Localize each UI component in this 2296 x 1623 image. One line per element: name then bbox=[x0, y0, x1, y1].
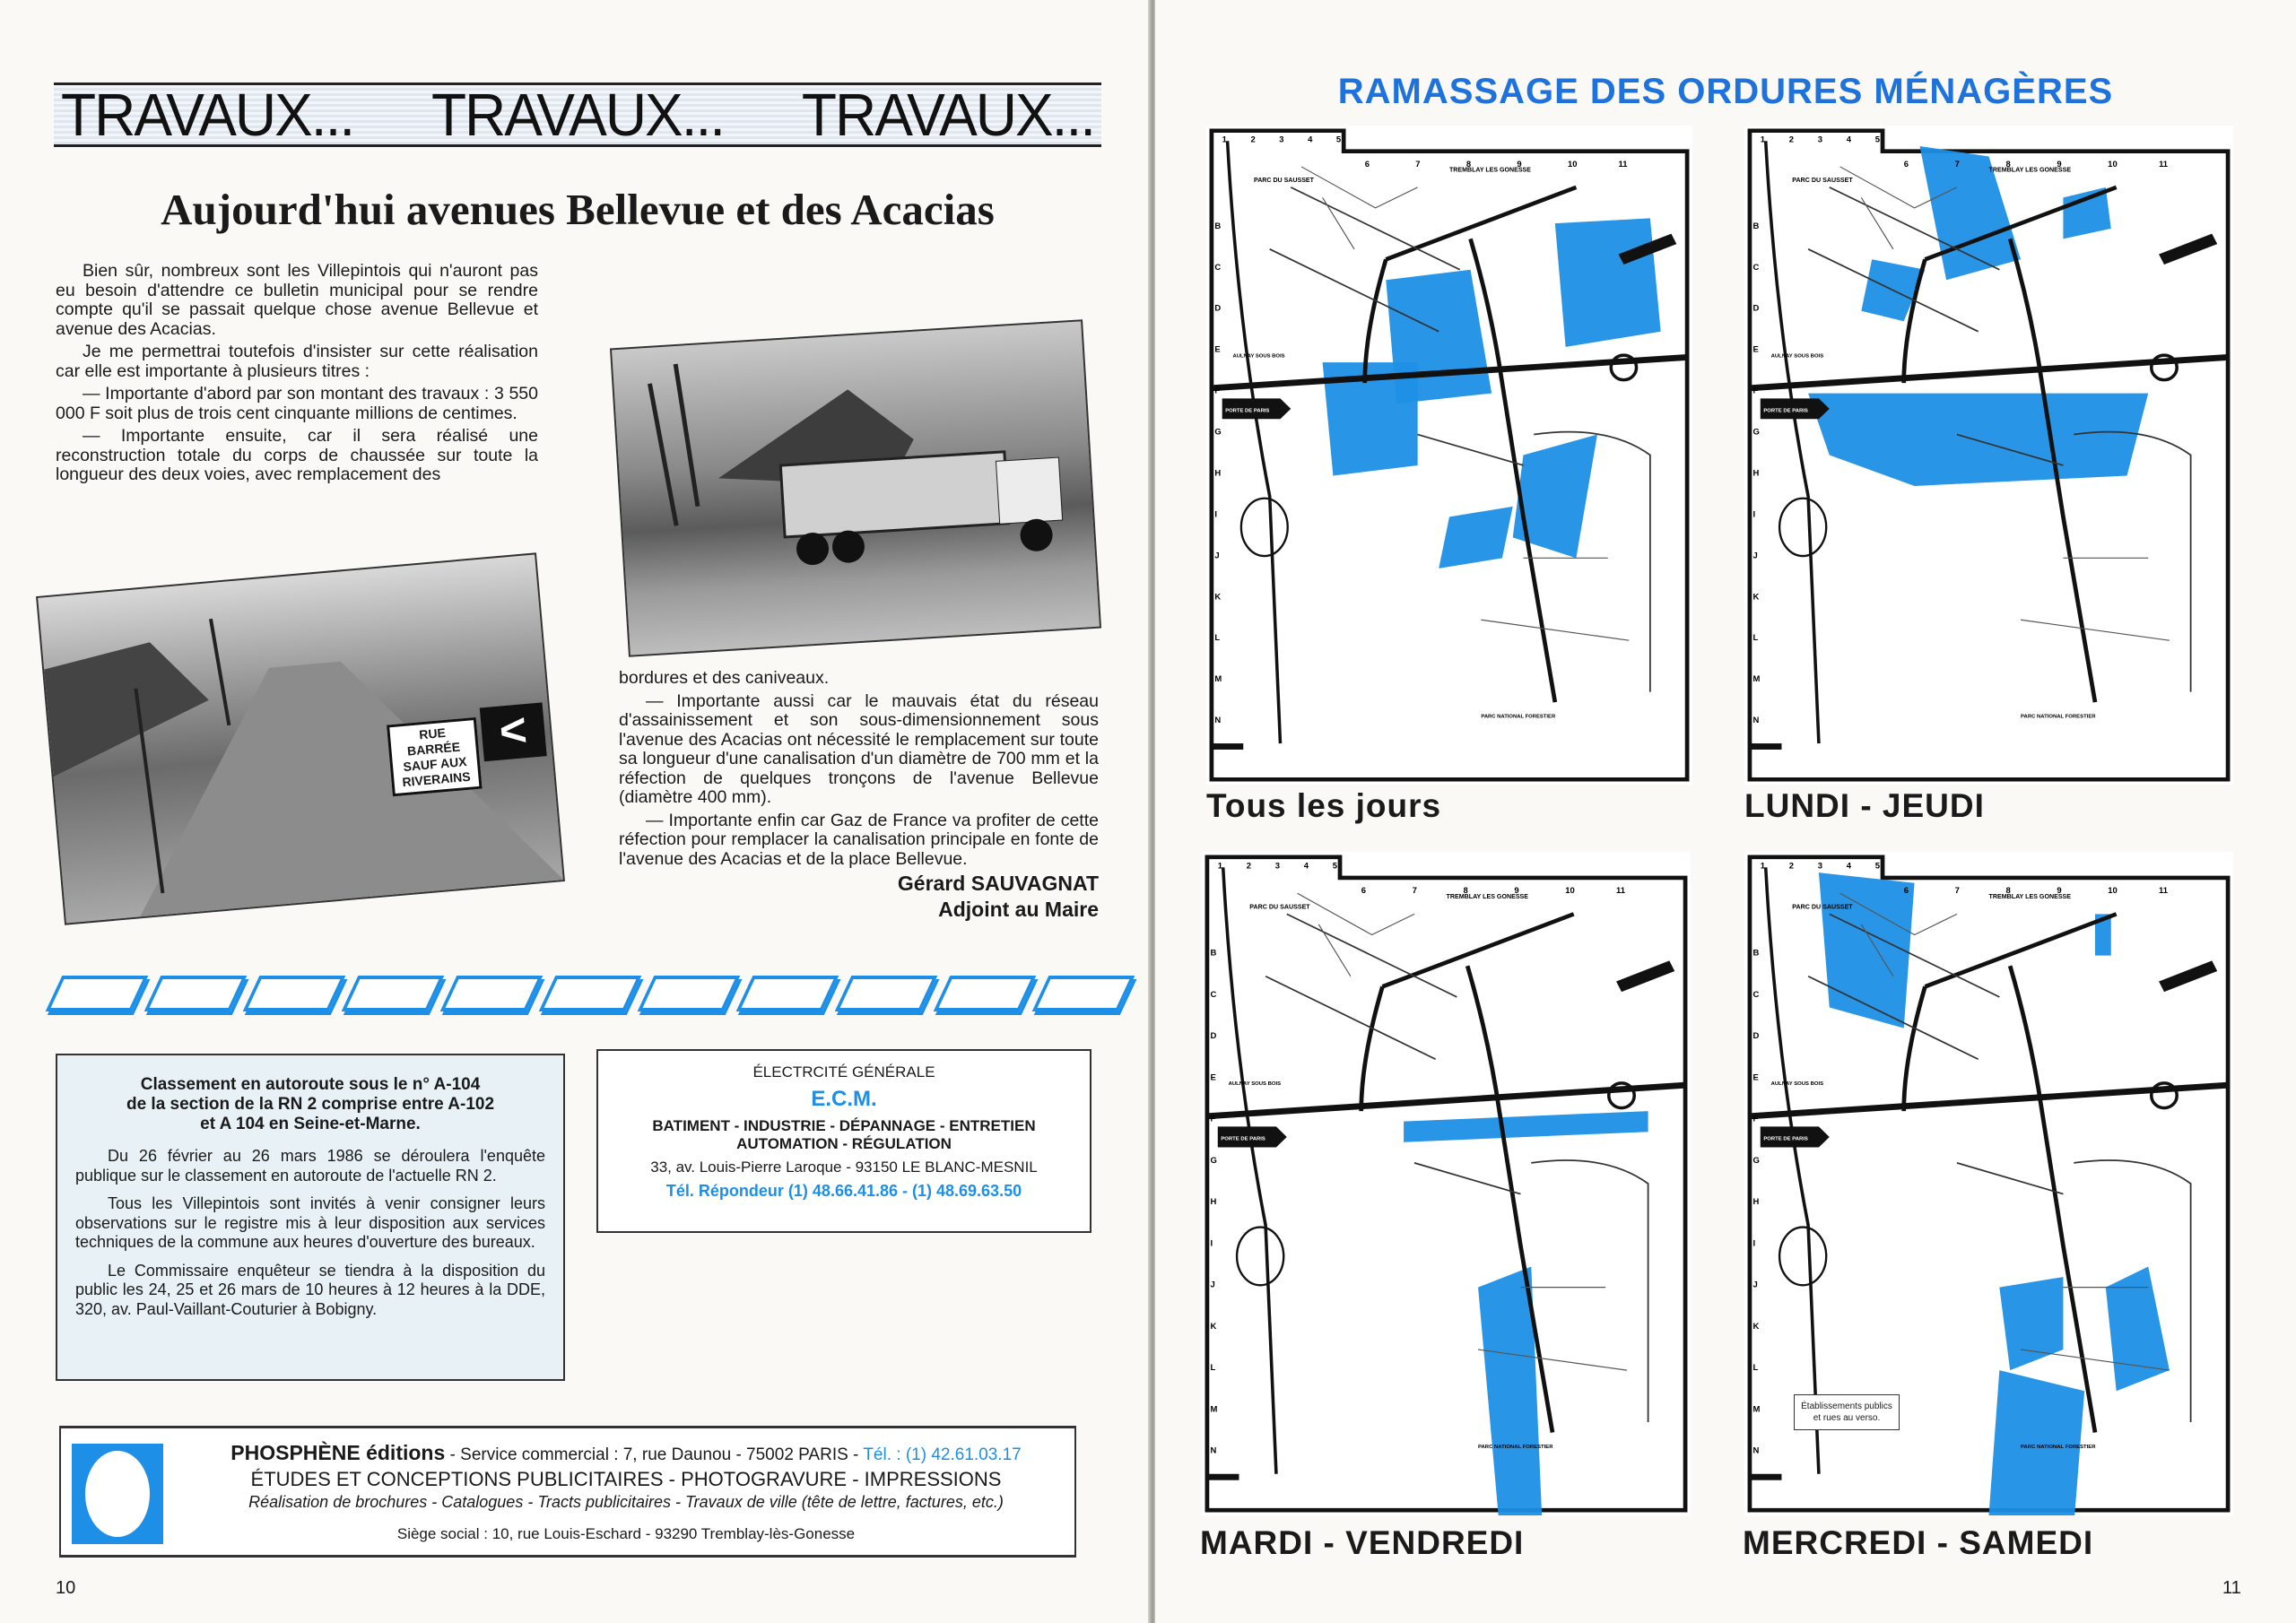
grid-row-label: D bbox=[1210, 1031, 1217, 1041]
grid-row-label: F bbox=[1752, 1114, 1759, 1124]
grid-row-label: H bbox=[1752, 1197, 1760, 1207]
grid-col-label: 11 bbox=[2159, 886, 2169, 896]
grid-row-label: E bbox=[1752, 344, 1759, 354]
caption-daily: Tous les jours bbox=[1206, 787, 1442, 824]
grid-row-label: G bbox=[1752, 427, 1760, 437]
phosphene-services: ÉTUDES ET CONCEPTIONS PUBLICITAIRES - PHOTOGRAVURE - IMPRESSIONS bbox=[250, 1468, 1002, 1490]
map-label-tremblay: TREMBLAY LES GONESSE bbox=[1449, 167, 1531, 174]
map-label-paris: PORTE DE PARIS bbox=[1763, 1136, 1808, 1142]
sign-line: RIVERAINS bbox=[401, 768, 472, 790]
grid-row-label: K bbox=[1752, 592, 1760, 602]
grid-col-label: 4 bbox=[1303, 861, 1309, 871]
article-headline: Aujourd'hui avenues Bellevue et des Acacias bbox=[161, 185, 995, 234]
grid-row-label: E bbox=[1752, 1072, 1759, 1082]
grid-col-label: 9 bbox=[2057, 886, 2062, 896]
collection-zone bbox=[1555, 218, 1661, 347]
paragraph: Tous les Villepintois sont invités à venir consigner leurs observations sur le registre mis à leur disposition aux services techniques de la commune aux heures d'ouverture des bureaux. bbox=[75, 1194, 545, 1251]
grid-row-label: K bbox=[1752, 1321, 1760, 1331]
sign-line: RUE BARRÉE bbox=[406, 725, 461, 759]
paragraph: Le Commissaire enquêteur se tiendra à la disposition du public les 24, 25 et 26 mars de 10 heures à 12 heures à la DDE, 320, av. Paul-Vaillant-Couturier à Bobigny. bbox=[75, 1261, 545, 1318]
decorative-divider bbox=[54, 976, 1139, 1011]
grid-col-label: 7 bbox=[1954, 886, 1960, 896]
grid-col-label: 2 bbox=[1788, 861, 1795, 871]
grid-col-label: 4 bbox=[1846, 861, 1852, 871]
grid-col-label: 4 bbox=[1846, 135, 1852, 144]
grid-row-label: I bbox=[1752, 509, 1756, 519]
ecm-advert bbox=[596, 1049, 1091, 1233]
phosphene-brand: PHOSPHÈNE éditions bbox=[230, 1441, 446, 1464]
grid-row-label: B bbox=[1214, 221, 1222, 230]
map-label-paris: PORTE DE PARIS bbox=[1221, 1136, 1265, 1142]
grid-col-label: 4 bbox=[1308, 135, 1313, 144]
ecm-tagline: ÉLECTRCITÉ GÉNÉRALE bbox=[752, 1063, 935, 1081]
grid-row-label: L bbox=[1752, 633, 1759, 643]
grid-row-label: K bbox=[1210, 1321, 1217, 1331]
grid-row-label: N bbox=[1210, 1445, 1217, 1455]
grid-row-label: H bbox=[1210, 1197, 1217, 1207]
grid-row-label: J bbox=[1210, 1280, 1215, 1289]
map-label-parc: PARC DU SAUSSET bbox=[1792, 904, 1853, 911]
caption-wednesday-saturday: MERCREDI - SAMEDI bbox=[1743, 1524, 2094, 1561]
paragraph: — Importante aussi car le mauvais état du réseau d'assainissement et son sous-dimensionnement sous l'avenue des Acacias ont nécessité le remplacement sur toute sa longueur d'une canalisation d'un diamètre de 700 mm et la réfection de quelques tronçons de l'avenue Bellevue (diamètre 400 mm). bbox=[619, 690, 1099, 807]
banner-word: TRAVAUX... bbox=[61, 81, 354, 149]
grid-row-label: G bbox=[1214, 427, 1222, 437]
travaux-banner bbox=[54, 82, 1101, 147]
grid-col-label: 5 bbox=[1335, 135, 1342, 144]
grid-col-label: 8 bbox=[1465, 160, 1472, 169]
grid-row-label: L bbox=[1752, 1363, 1759, 1373]
map-label-aulnay: AULNAY SOUS BOIS bbox=[1232, 353, 1285, 360]
grid-col-label: 5 bbox=[1332, 861, 1338, 871]
grid-col-label: 11 bbox=[1616, 886, 1626, 896]
grid-row-label: E bbox=[1210, 1072, 1216, 1082]
phosphene-phone: Tél. : (1) 42.61.03.17 bbox=[863, 1445, 1022, 1464]
grid-row-label: D bbox=[1752, 303, 1760, 313]
note-line: Établissements publics bbox=[1801, 1402, 1892, 1411]
note-line: et rues au verso. bbox=[1813, 1413, 1881, 1423]
collection-zone bbox=[1989, 1370, 2085, 1515]
grid-col-label: 11 bbox=[1618, 160, 1628, 169]
road-closed-sign bbox=[387, 717, 483, 796]
chevron-sign: < bbox=[480, 702, 547, 761]
grid-row-label: J bbox=[1752, 551, 1758, 560]
grid-row-label: J bbox=[1214, 551, 1220, 560]
map-daily bbox=[1206, 126, 1692, 785]
map-label-parc: PARC DU SAUSSET bbox=[1249, 904, 1310, 911]
ecm-name: E.C.M. bbox=[811, 1087, 877, 1111]
ecm-phone: Tél. Répondeur (1) 48.66.41.86 - (1) 48.69.63.50 bbox=[665, 1182, 1022, 1200]
grid-row-label: L bbox=[1214, 633, 1221, 643]
grid-col-label: 3 bbox=[1274, 861, 1281, 871]
paragraph: Je me permettrai toutefois d'insister sur cette réalisation car elle est importante à plusieurs titres : bbox=[56, 342, 538, 381]
map-label-tremblay: TREMBLAY LES GONESSE bbox=[1988, 167, 2072, 174]
grid-col-label: 6 bbox=[1903, 160, 1909, 169]
grid-col-label: 7 bbox=[1412, 886, 1417, 896]
grid-col-label: 3 bbox=[1817, 135, 1823, 144]
phosphene-service: - Service commercial : 7, rue Daunou - 75002 PARIS - bbox=[445, 1445, 864, 1464]
grid-row-label: F bbox=[1210, 1114, 1216, 1124]
grid-col-label: 5 bbox=[1874, 135, 1881, 144]
grid-col-label: 7 bbox=[1415, 160, 1421, 169]
paragraph: — Importante enfin car Gaz de France va profiter de cette réfection pour remplacer la canalisation principale en fonte de l'avenue des Acacias et de la place Bellevue. bbox=[619, 810, 1099, 869]
grid-col-label: 8 bbox=[1463, 886, 1468, 896]
grid-col-label: 2 bbox=[1788, 135, 1795, 144]
grid-row-label: L bbox=[1210, 1363, 1216, 1373]
ecm-address: 33, av. Louis-Pierre Laroque - 93150 LE BLANC-MESNIL bbox=[650, 1159, 1038, 1176]
grid-row-label: N bbox=[1752, 1445, 1760, 1455]
map-label-forest: PARC NATIONAL FORESTIER bbox=[2021, 1444, 2096, 1450]
banner-word: TRAVAUX... bbox=[801, 81, 1094, 149]
map-label-tremblay: TREMBLAY LES GONESSE bbox=[1446, 894, 1529, 901]
grid-row-label: C bbox=[1214, 262, 1222, 272]
photo-street bbox=[36, 552, 565, 924]
grid-row-label: M bbox=[1752, 1404, 1761, 1414]
article-column-2 bbox=[619, 669, 1099, 924]
grid-col-label: 7 bbox=[1954, 160, 1960, 169]
grid-col-label: 10 bbox=[2108, 160, 2118, 169]
grid-col-label: 6 bbox=[1361, 886, 1366, 896]
grid-col-label: 9 bbox=[1517, 160, 1522, 169]
map-label-paris: PORTE DE PARIS bbox=[1763, 408, 1808, 414]
title-line: Classement en autoroute sous le n° A-104 bbox=[140, 1075, 481, 1094]
grid-col-label: 2 bbox=[1250, 135, 1256, 144]
page-number: 10 bbox=[56, 1578, 76, 1598]
photo-truck bbox=[610, 319, 1101, 657]
grid-col-label: 9 bbox=[2057, 160, 2062, 169]
grid-row-label: G bbox=[1752, 1155, 1760, 1165]
grid-col-label: 3 bbox=[1817, 861, 1823, 871]
grid-col-label: 3 bbox=[1279, 135, 1284, 144]
map-label-parc: PARC DU SAUSSET bbox=[1792, 178, 1853, 185]
grid-col-label: 2 bbox=[1246, 861, 1252, 871]
grid-col-label: 10 bbox=[1567, 160, 1578, 169]
grid-row-label: B bbox=[1210, 948, 1217, 958]
author-name: Gérard SAUVAGNAT bbox=[897, 872, 1099, 895]
grid-row-label: K bbox=[1214, 592, 1222, 602]
grid-row-label: C bbox=[1752, 262, 1760, 272]
grid-row-label: D bbox=[1214, 303, 1222, 313]
grid-col-label: 1 bbox=[1760, 861, 1766, 871]
map-label-forest: PARC NATIONAL FORESTIER bbox=[1481, 714, 1556, 720]
grid-row-label: G bbox=[1210, 1155, 1217, 1165]
map-label-forest: PARC NATIONAL FORESTIER bbox=[1478, 1444, 1553, 1450]
map-tuesday-friday bbox=[1202, 852, 1691, 1515]
grid-row-label: F bbox=[1752, 386, 1759, 395]
title-line: de la section de la RN 2 comprise entre A-102 bbox=[126, 1095, 495, 1114]
notice-title bbox=[75, 1075, 545, 1134]
paragraph: — Importante ensuite, car il sera réalisé une reconstruction totale du corps de chaussée sur toute la longueur des deux voies, avec remplacement des bbox=[56, 426, 538, 484]
map-label-aulnay: AULNAY SOUS BOIS bbox=[1770, 1081, 1824, 1088]
grid-col-label: 9 bbox=[1514, 886, 1519, 896]
grid-row-label: J bbox=[1752, 1280, 1758, 1289]
grid-col-label: 1 bbox=[1760, 135, 1766, 144]
author-role: Adjoint au Maire bbox=[938, 898, 1099, 921]
grid-row-label: B bbox=[1752, 948, 1760, 958]
grid-col-label: 5 bbox=[1874, 861, 1881, 871]
grid-row-label: M bbox=[1210, 1404, 1218, 1414]
page-number: 11 bbox=[2222, 1578, 2241, 1598]
grid-col-label: 6 bbox=[1903, 886, 1909, 896]
grid-row-label: N bbox=[1214, 716, 1222, 725]
caption-monday-thursday: LUNDI - JEUDI bbox=[1744, 787, 1985, 824]
map-label-aulnay: AULNAY SOUS BOIS bbox=[1770, 353, 1824, 360]
map-label-forest: PARC NATIONAL FORESTIER bbox=[2021, 714, 2096, 720]
grid-row-label: N bbox=[1752, 716, 1760, 725]
phosphene-advert bbox=[59, 1426, 1076, 1558]
grid-row-label: E bbox=[1214, 344, 1221, 354]
right-page bbox=[1155, 0, 2296, 1623]
grid-row-label: D bbox=[1752, 1031, 1760, 1041]
grid-col-label: 1 bbox=[1217, 861, 1223, 871]
grid-col-label: 8 bbox=[2005, 886, 2011, 896]
map-label-parc: PARC DU SAUSSET bbox=[1254, 178, 1314, 185]
grid-row-label: I bbox=[1210, 1238, 1213, 1248]
ecm-services: AUTOMATION - RÉGULATION bbox=[736, 1135, 952, 1152]
caption-tuesday-friday: MARDI - VENDREDI bbox=[1200, 1524, 1525, 1561]
phosphene-products: Réalisation de brochures - Catalogues - Tracts publicitaires - Travaux de ville (tête de lettre, factures, etc.) bbox=[248, 1493, 1004, 1511]
grid-row-label: B bbox=[1752, 221, 1760, 230]
page-title: RAMASSAGE DES ORDURES MÉNAGÈRES bbox=[1337, 72, 2114, 111]
grid-col-label: 11 bbox=[2159, 160, 2169, 169]
grid-col-label: 8 bbox=[2005, 160, 2011, 169]
grid-col-label: 1 bbox=[1222, 135, 1227, 144]
paragraph: — Importante d'abord par son montant des travaux : 3 550 000 F soit plus de trois cent cinquante millions de centimes. bbox=[56, 384, 538, 423]
grid-row-label: M bbox=[1752, 674, 1761, 684]
phosphene-logo bbox=[72, 1444, 163, 1544]
map-monday-thursday bbox=[1744, 126, 2233, 785]
grid-row-label: M bbox=[1214, 674, 1222, 684]
paragraph: bordures et des caniveaux. bbox=[619, 668, 830, 688]
grid-col-label: 6 bbox=[1364, 160, 1370, 169]
map-label-aulnay: AULNAY SOUS BOIS bbox=[1228, 1081, 1282, 1088]
grid-col-label: 10 bbox=[2108, 886, 2118, 896]
ecm-services: BATIMENT - INDUSTRIE - DÉPANNAGE - ENTRETIEN bbox=[652, 1117, 1036, 1134]
map-label-paris: PORTE DE PARIS bbox=[1225, 408, 1270, 414]
grid-row-label: H bbox=[1214, 468, 1222, 478]
grid-col-label: 10 bbox=[1565, 886, 1575, 896]
map-label-tremblay: TREMBLAY LES GONESSE bbox=[1988, 894, 2072, 901]
article-column-1 bbox=[56, 262, 538, 489]
sign-line: SAUF AUX bbox=[402, 753, 468, 775]
grid-row-label: H bbox=[1752, 468, 1760, 478]
grid-row-label: F bbox=[1214, 386, 1221, 395]
a104-notice bbox=[56, 1054, 565, 1381]
banner-word: TRAVAUX... bbox=[430, 81, 725, 149]
grid-row-label: C bbox=[1210, 989, 1217, 999]
grid-row-label: I bbox=[1752, 1238, 1756, 1248]
grid-row-label: I bbox=[1214, 509, 1218, 519]
phosphene-address: Siège social : 10, rue Louis-Eschard - 93290 Tremblay-lès-Gonesse bbox=[396, 1525, 856, 1542]
map-note bbox=[1794, 1394, 1900, 1430]
title-line: et A 104 en Seine-et-Marne. bbox=[200, 1115, 421, 1133]
paragraph: Bien sûr, nombreux sont les Villepintois qui n'auront pas eu besoin d'attendre ce bulletin municipal pour se rendre compte qu'il se passait quelque chose avenue Bellevue et avenue des Acacias. bbox=[56, 261, 538, 339]
grid-row-label: C bbox=[1752, 989, 1760, 999]
paragraph: Du 26 février au 26 mars 1986 se déroulera l'enquête publique sur le classement en autoroute de l'actuelle RN 2. bbox=[75, 1147, 545, 1185]
